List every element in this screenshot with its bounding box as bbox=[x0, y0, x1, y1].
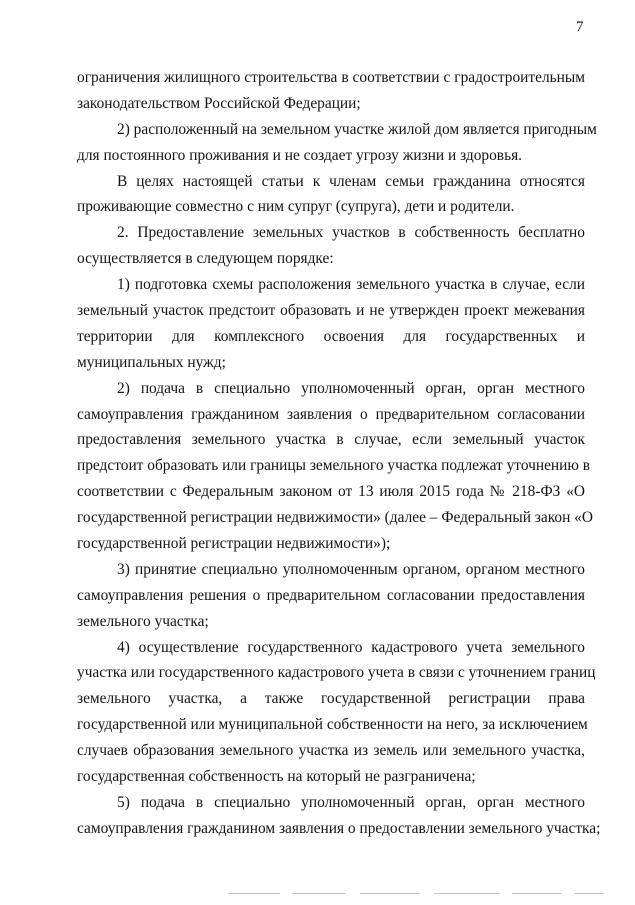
text-line: проживающие совместно с ним супруг (супруга), дети и родители. bbox=[77, 198, 515, 216]
text-line: территории для комплексного освоения для государственных и bbox=[77, 327, 585, 345]
text-line: 5) подача в специально уполномоченный орган, орган местного bbox=[117, 793, 585, 811]
text-line: соответствии с Федеральным законом от 13 июля 2015 года № 218-ФЗ «О bbox=[77, 483, 585, 501]
text-line: для постоянного проживания и не создает угрозу жизни и здоровья. bbox=[77, 146, 523, 164]
text-line: осуществляется в следующем порядке: bbox=[77, 250, 334, 268]
text-line: законодательством Российской Федерации; bbox=[77, 94, 361, 112]
document-body bbox=[77, 65, 601, 842]
text-line: 2) подача в специально уполномоченный орган, орган местного bbox=[117, 379, 585, 397]
text-line: 2. Предоставление земельных участков в собственность бесплатно bbox=[117, 224, 585, 242]
text-line: земельного участка, а также государственной регистрации права bbox=[77, 690, 585, 708]
text-line: земельный участок предстоит образовать и не утвержден проект межевания bbox=[77, 302, 585, 320]
text-line: государственная собственность на который не разграничена; bbox=[77, 768, 476, 786]
footer-rule bbox=[512, 893, 562, 894]
page-number: 7 bbox=[576, 19, 584, 35]
paragraph-continuation bbox=[77, 65, 585, 117]
text-line: самоуправления гражданином заявления о предоставлении земельного участка; bbox=[77, 819, 601, 837]
text-line: 4) осуществление государственного кадастрового учета земельного bbox=[117, 638, 585, 656]
paragraph-step-4 bbox=[77, 635, 596, 790]
text-line: ограничения жилищного строительства в соответствии с градостроительным bbox=[77, 69, 585, 86]
text-line: предстоит образовать или границы земельного участка подлежат уточнению в bbox=[77, 457, 591, 475]
text-line: самоуправления гражданином заявления о предварительном согласовании bbox=[77, 405, 585, 423]
paragraph-step-2 bbox=[77, 376, 593, 557]
text-line: муниципальных нужд; bbox=[77, 353, 226, 371]
paragraph-item-2-house bbox=[77, 117, 597, 169]
footer-rule bbox=[292, 893, 346, 894]
paragraph-step-3 bbox=[77, 557, 585, 635]
text-line: самоуправления решения о предварительном согласовании предоставления bbox=[77, 586, 585, 604]
text-line: земельного участка; bbox=[77, 612, 209, 630]
text-line: участка или государственного кадастрового учета в связи с уточнением границ bbox=[77, 664, 596, 682]
text-line: государственной регистрации недвижимости» (далее – Федеральный закон «О bbox=[77, 509, 593, 527]
text-line: государственной регистрации недвижимости»); bbox=[77, 535, 391, 553]
text-line: 3) принятие специально уполномоченным органом, органом местного bbox=[117, 560, 585, 578]
text-line: В целях настоящей статьи к членам семьи гражданина относятся bbox=[117, 172, 585, 190]
paragraph-step-1 bbox=[77, 272, 585, 376]
footer-rule bbox=[574, 893, 604, 894]
paragraph-step-5 bbox=[77, 790, 601, 842]
text-line: предоставления земельного участка в случае, если земельный участок bbox=[77, 431, 585, 449]
footer-rule bbox=[228, 893, 280, 894]
footer-rule bbox=[360, 893, 420, 894]
text-line: 1) подготовка схемы расположения земельного участка в случае, если bbox=[117, 276, 585, 294]
paragraph-section-2 bbox=[77, 220, 585, 272]
paragraph-family bbox=[77, 169, 585, 221]
footer-rule bbox=[434, 893, 500, 894]
text-line: государственной или муниципальной собственности на него, за исключением bbox=[77, 716, 588, 734]
text-line: случаев образования земельного участка из земель или земельного участка, bbox=[77, 742, 585, 760]
text-line: 2) расположенный на земельном участке жилой дом является пригодным bbox=[117, 120, 597, 138]
